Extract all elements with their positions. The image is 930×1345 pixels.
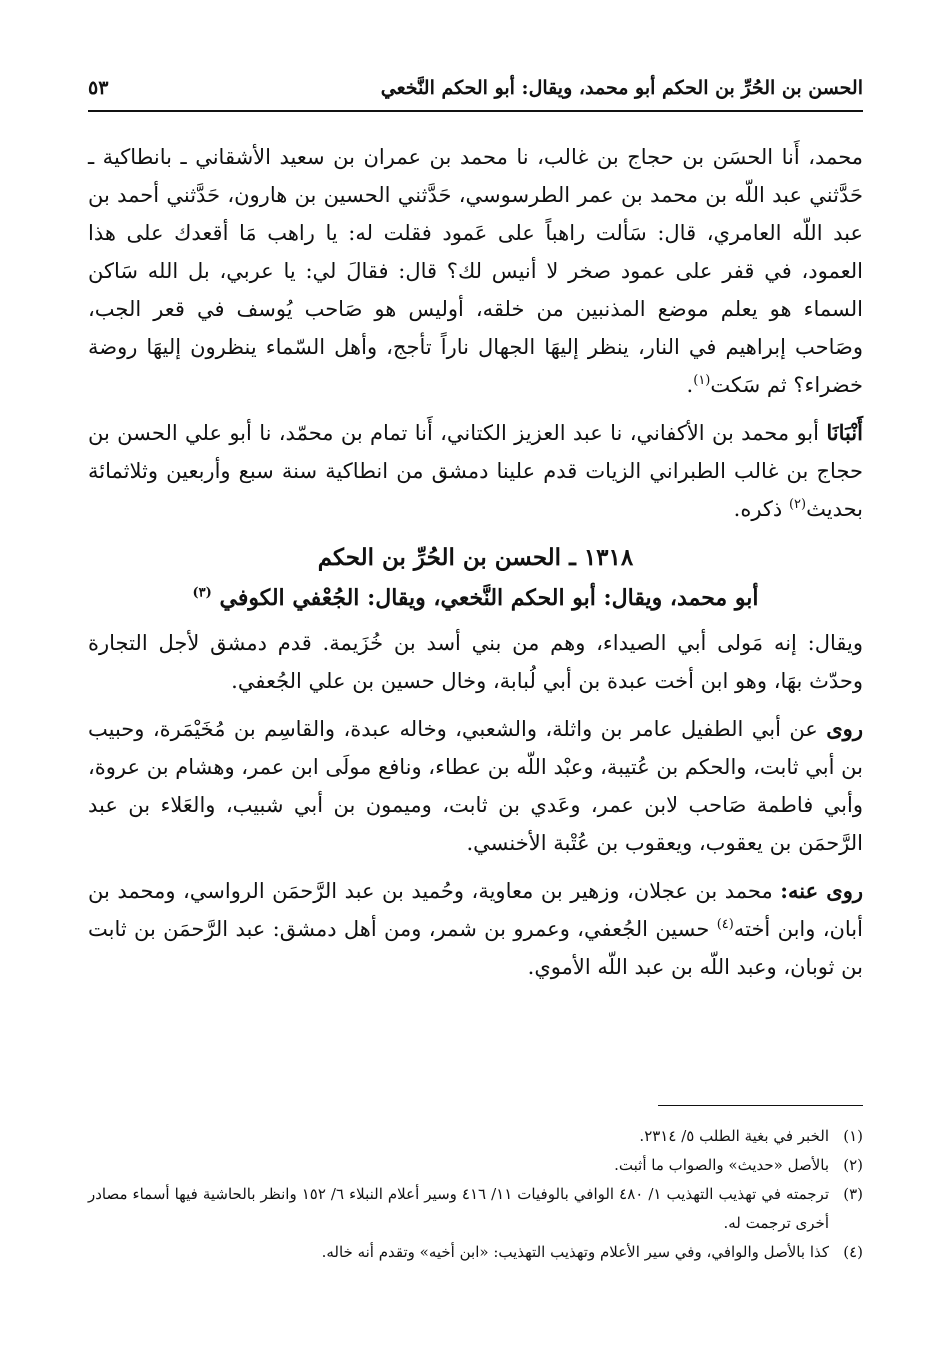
main-text [88, 138, 863, 996]
header-rule [88, 110, 863, 112]
footnote-number: (٤) [843, 1243, 863, 1261]
page-header [88, 70, 863, 106]
paragraph-3: ويقال: إنه مَولى أبي الصيداء، وهم من بني أسد بن خُزَيمة. قدم دمشق لأجل التجارة وحدّث بهَا، وهو ابن أخت عبدة بن أبي لُبابة، وخال حسين بن علي الجُعفي. [88, 631, 863, 693]
entry-title: ١٣١٨ ـ الحسن بن الحُرِّ بن الحكم [317, 544, 634, 571]
paragraph-lead: روى عنه: [780, 878, 863, 903]
paragraph-4: روى عن أبي الطفيل عامر بن واثلة، والشعبي، وخاله عبدة، والقاسِم بن مُخَيْمَرة، وحبيب بن أبي ثابت، والحكم بن عُتيبة، وعبْد اللّه بن عطاء، ونافع مولَى ابن عمر، وهشام بن عروة، وأبي فاطمة صَاحب لابن عمر، وعَدي بن ثابت، وميمون بن أبي شبيب، والعَلاء بن عبد الرَّحمَن بن يعقوب، ويعقوب بن عُتْبة الأخنسي. [88, 716, 863, 855]
footnote-ref-3: (٣) [192, 585, 212, 601]
footnote-text: الخبر في بغية الطلب ٥/ ٢٣١٤. [639, 1127, 829, 1145]
footnote [88, 1238, 863, 1267]
paragraph-lead: أَنْبَانَا [826, 420, 863, 445]
footnote [88, 1151, 863, 1180]
paragraph-5: روى عنه: محمد بن عجلان، وزهير بن معاوية، وحُميد بن عبد الرَّحمَن الرواسي، ومحمد بن أبان، وابن أخته$^{(٤)}$ حسين الجُعفي، وعمرو بن شمر، ومن أهل دمشق: عبد الرَّحمَن بن ثابت بن ثوبان، وعبد اللّه بن عبد اللّه الأموي. [88, 878, 863, 979]
footnotes [88, 1122, 863, 1267]
footnote-text: كذا بالأصل والوافي، وفي سير الأعلام وتهذيب التهذيب: «ابن أخيه» وتقدم أنه خاله. [321, 1243, 829, 1261]
footnote-rule [658, 1105, 863, 1106]
footnote-text: ترجمته في تهذيب التهذيب ١/ ٤٨٠ الوافي بالوفيات ١١/ ٤١٦ وسير أعلام النبلاء ٦/ ١٥٢ وانظر بالحاشية فيها أسماء مصادر أخرى ترجمت له. [88, 1185, 829, 1232]
running-title: الحسن بن الحُرِّ بن الحكم أبو محمد، ويقال: أبو الحكم النَّخعي [380, 77, 863, 99]
footnote-ref-1: (١) [693, 373, 711, 388]
footnote [88, 1180, 863, 1238]
footnote [88, 1122, 863, 1151]
footnote-number: (١) [843, 1127, 863, 1145]
footnote-ref-4: (٤) [716, 917, 734, 932]
paragraph-1: محمد، أَنا الحسَن بن حجاج بن غالب، نا محمد بن عمران بن سعيد الأشقاني ـ بانطاكية ـ حَدَّثني عبد اللّه بن محمد بن عمر الطرسوسي، حَدَّثني الحسين بن هارون، حَدَّثني أحمد بن عبد اللّه العامري، قال: سَألت راهباً على عَمود فقلت له: يا راهب مَا أقعدك على هذا العمود، في قفر على عمود صخر لا أنيس لك؟ قال: فقالَ لي: يا عربي، بل الله سَاكن السماء هو يعلم موضع المذنبين من خلقه، أوليس هو صَاحب يُوسف في قعر الجب، وصَاحب إبراهيم في النار، ينظر إليهَا الجهال ناراً تأجج، وأهل السّماء ينظرون إليهَا روضة خضراء؟ ثم سَكت$^{(١)}$. [88, 145, 863, 397]
paragraph-lead: روى [826, 716, 863, 741]
footnote-number: (٢) [843, 1156, 863, 1174]
paragraph-2: أَنْبَانَا أبو محمد بن الأكفاني، نا عبد العزيز الكتاني، أَنا تمام بن محمّد، نا أبو علي الحسن بن حجاج بن غالب الطبراني الزيات قدم علينا دمشق من انطاكية سنة سبع وأربعين وثلاثمائة بحديث$^{(٢)}$ ذكره. [88, 420, 863, 521]
footnote-ref-2: (٢) [788, 497, 807, 512]
footnote-number: (٣) [843, 1185, 863, 1203]
footnote-text: بالأصل «حديث» والصواب ما أثبت. [614, 1156, 829, 1174]
entry-subtitle: أبو محمد، ويقال: أبو الحكم النَّخعي، ويقال: الجُعْفي الكوفي $^{(٣)}$ [192, 585, 759, 611]
page-number: ٥٣ [88, 77, 109, 99]
